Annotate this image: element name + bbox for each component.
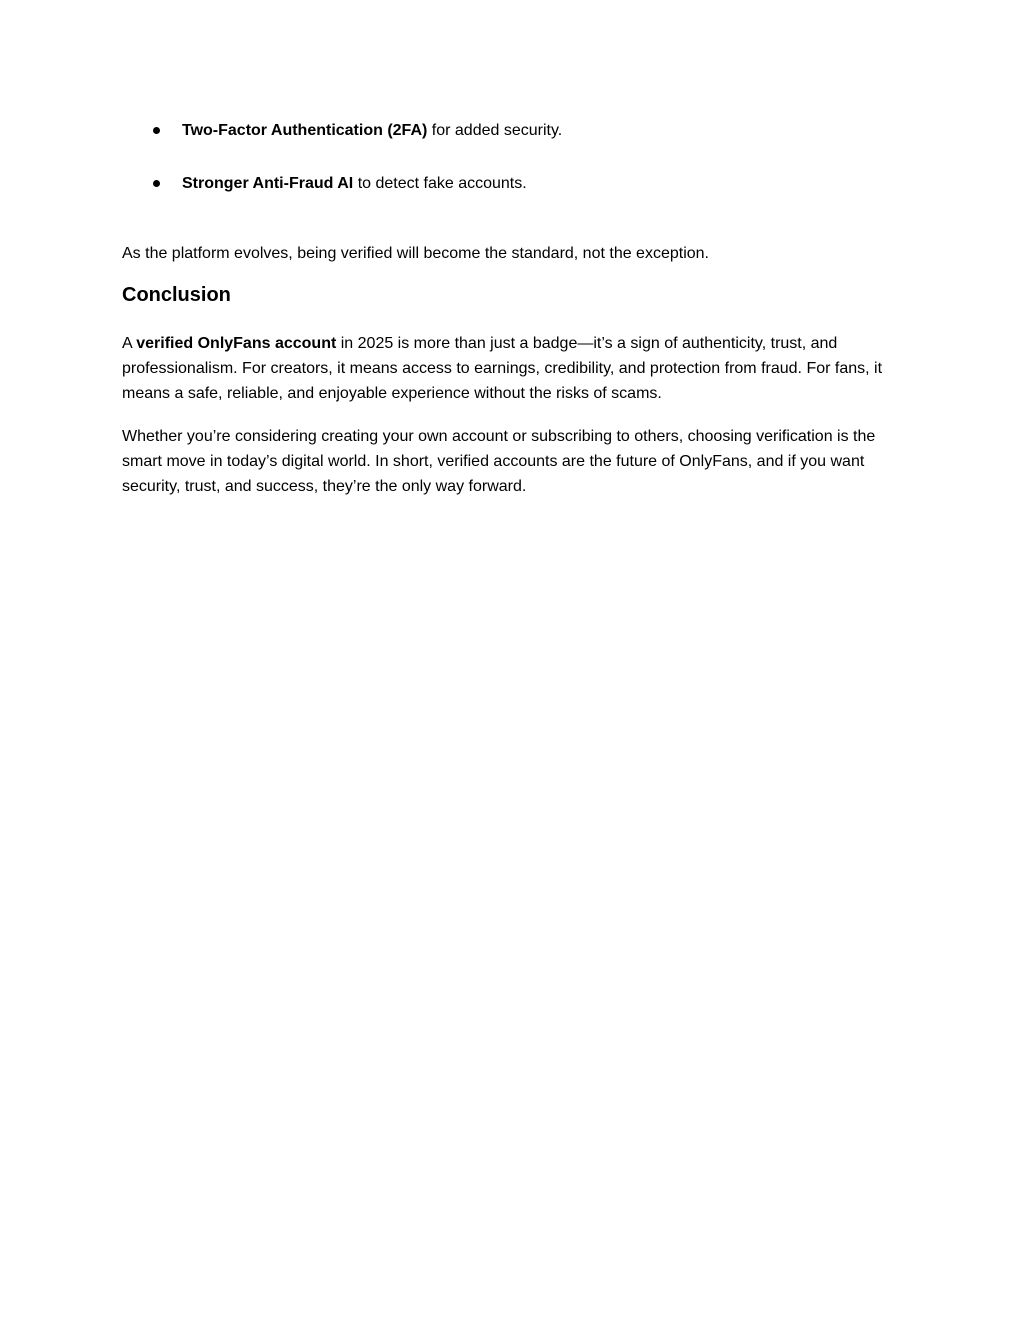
list-item-text: to detect fake accounts.	[353, 175, 527, 192]
conclusion-paragraph	[122, 331, 902, 406]
conclusion-body-text: in 2025 is more than just a badge—it’s a sign of authenticity, trust, and professionalism. For creators, it means access to earnings, credibility, and protection from fraud. For fans, it means a safe, reliable, and enjoyable experience without the risks of scams.	[122, 335, 883, 402]
list-item-bold-text: Stronger Anti-Fraud AI	[182, 175, 354, 192]
bullet-icon	[153, 127, 160, 134]
list-item-bold-text: Two-Factor Authentication (2FA)	[182, 122, 428, 139]
list-item	[122, 118, 902, 143]
intro-paragraph: As the platform evolves, being verified will become the standard, not the exception.	[122, 245, 709, 262]
list-item	[122, 171, 902, 196]
bullet-list	[122, 118, 902, 196]
document-content	[0, 0, 1024, 499]
section-heading: Conclusion	[122, 284, 231, 306]
list-item-text: for added security.	[427, 122, 563, 139]
closing-paragraph: Whether you’re considering creating your own account or subscribing to others, choosing verification is the smart move in today’s digital world. In short, verified accounts are the future of OnlyFans, and if you want security, trust, and success, they’re the only way forward.	[122, 428, 876, 495]
conclusion-lead-text: A	[122, 335, 137, 352]
conclusion-bold-text: verified OnlyFans account	[136, 335, 337, 352]
bullet-icon	[153, 180, 160, 187]
